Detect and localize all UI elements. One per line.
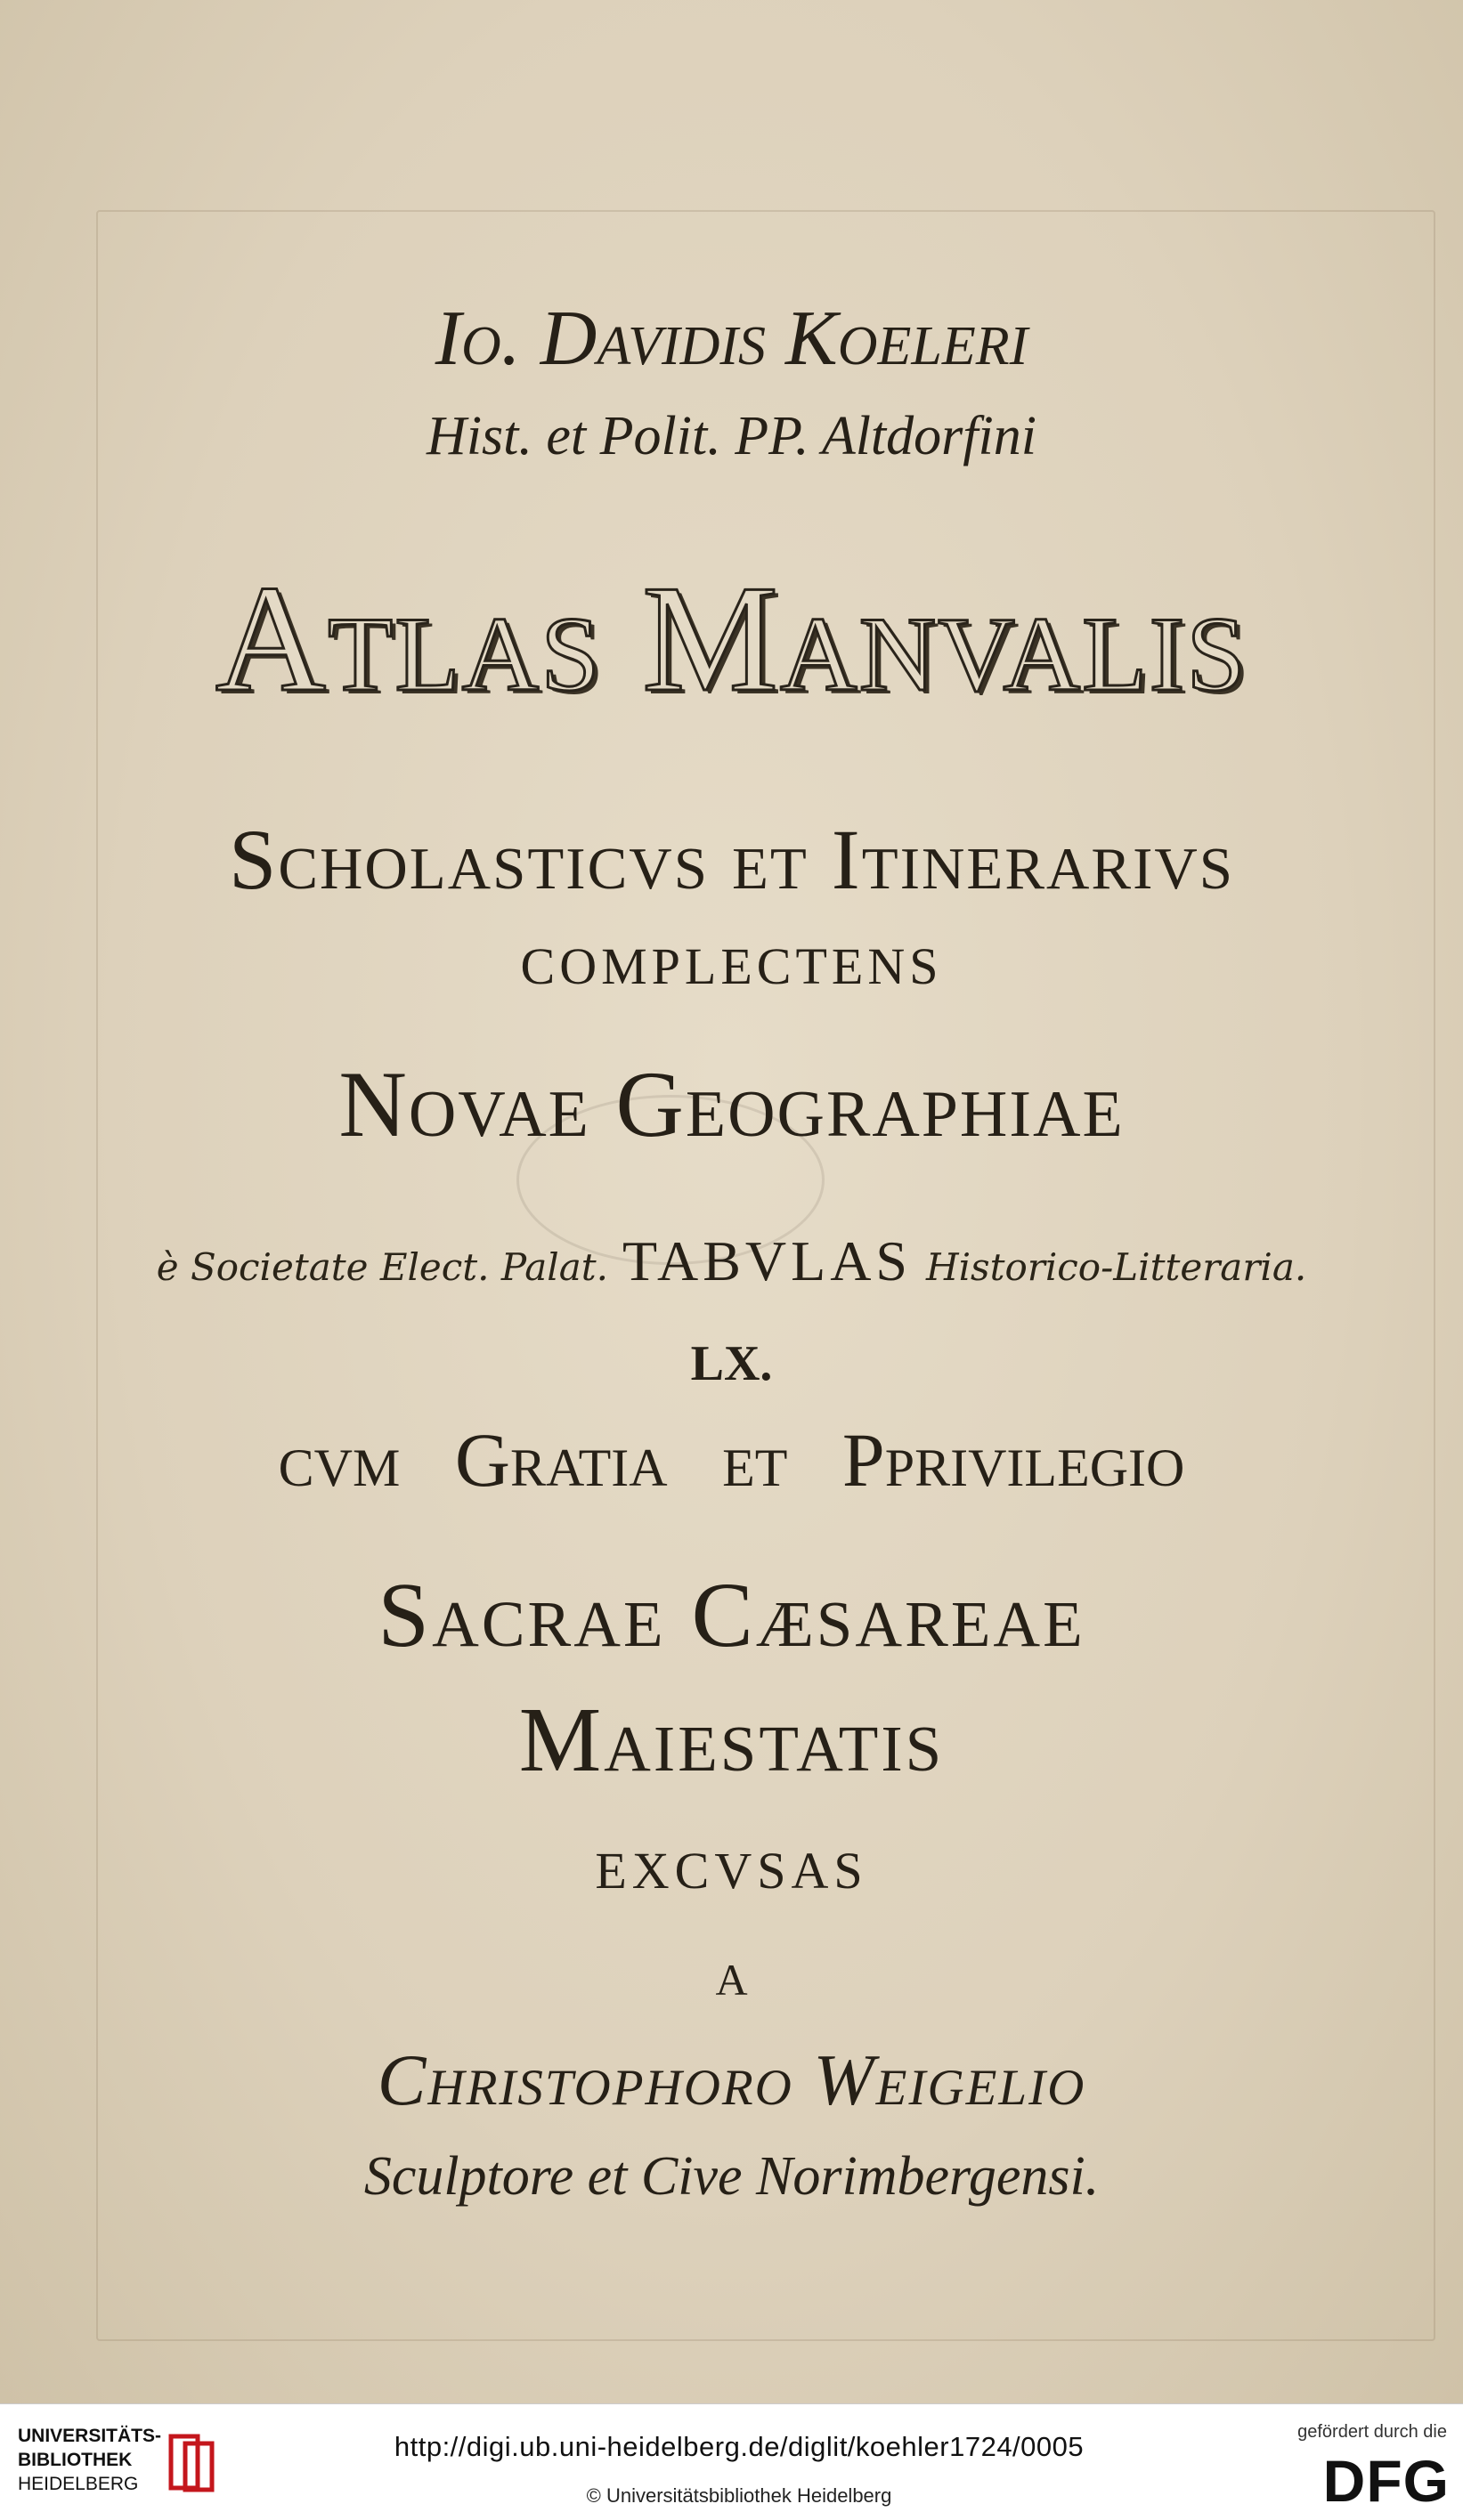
subtitle-line: Scholasticvs et Itinerarivs xyxy=(228,812,1235,907)
novae-geographiae-line: Novae Geographiae xyxy=(338,1052,1125,1156)
copyright-notice: © Universitätsbibliothek Heidelberg xyxy=(586,2484,892,2507)
library-name-line3: HEIDELBERG xyxy=(18,2474,139,2494)
library-name-line1: UNIVERSITÄTS- xyxy=(18,2426,162,2446)
gratia-line: cvm Gratia et Pprivilegio xyxy=(278,1417,1185,1503)
tabulas-line xyxy=(0,1228,1463,1294)
maiestatis-line: Maiestatis xyxy=(518,1689,945,1791)
university-library-logo[interactable] xyxy=(18,2424,223,2504)
excusas-line: EXCVSAS xyxy=(595,1842,868,1900)
library-mark-icon xyxy=(167,2431,217,2495)
viewer-footer xyxy=(0,2403,1463,2520)
author-line: Io. Davidis Koeleri xyxy=(435,296,1028,382)
position-line: Hist. et Polit. PP. Altdorfini xyxy=(427,406,1036,466)
handwritten-note-after: Historico-Litteraria. xyxy=(926,1245,1307,1289)
library-name-line2: BIBLIOTHEK xyxy=(18,2450,133,2470)
tabulas-word: TABVLAS xyxy=(622,1229,912,1292)
funding-note: gefördert durch die xyxy=(1297,2422,1447,2442)
library-name xyxy=(18,2424,161,2496)
a-line: A xyxy=(715,1955,748,2005)
dfg-logo[interactable]: DFG xyxy=(1322,2448,1450,2514)
handwritten-note-before: è Societate Elect. Palat. xyxy=(156,1245,608,1289)
printer-description: Sculptore et Cive Norimbergensi. xyxy=(363,2146,1100,2207)
complectens-line: COMPLECTENS xyxy=(520,937,943,995)
handwritten-number: LX. xyxy=(690,1336,773,1391)
permalink-url[interactable]: http://digi.ub.uni-heidelberg.de/diglit/koehler1724/0005 xyxy=(394,2431,1085,2462)
main-title: Atlas Manvalis xyxy=(215,555,1248,724)
printer-name: Christophoro Weigelio xyxy=(377,2039,1086,2120)
sacrae-line: Sacrae Cæsareae xyxy=(378,1564,1085,1666)
